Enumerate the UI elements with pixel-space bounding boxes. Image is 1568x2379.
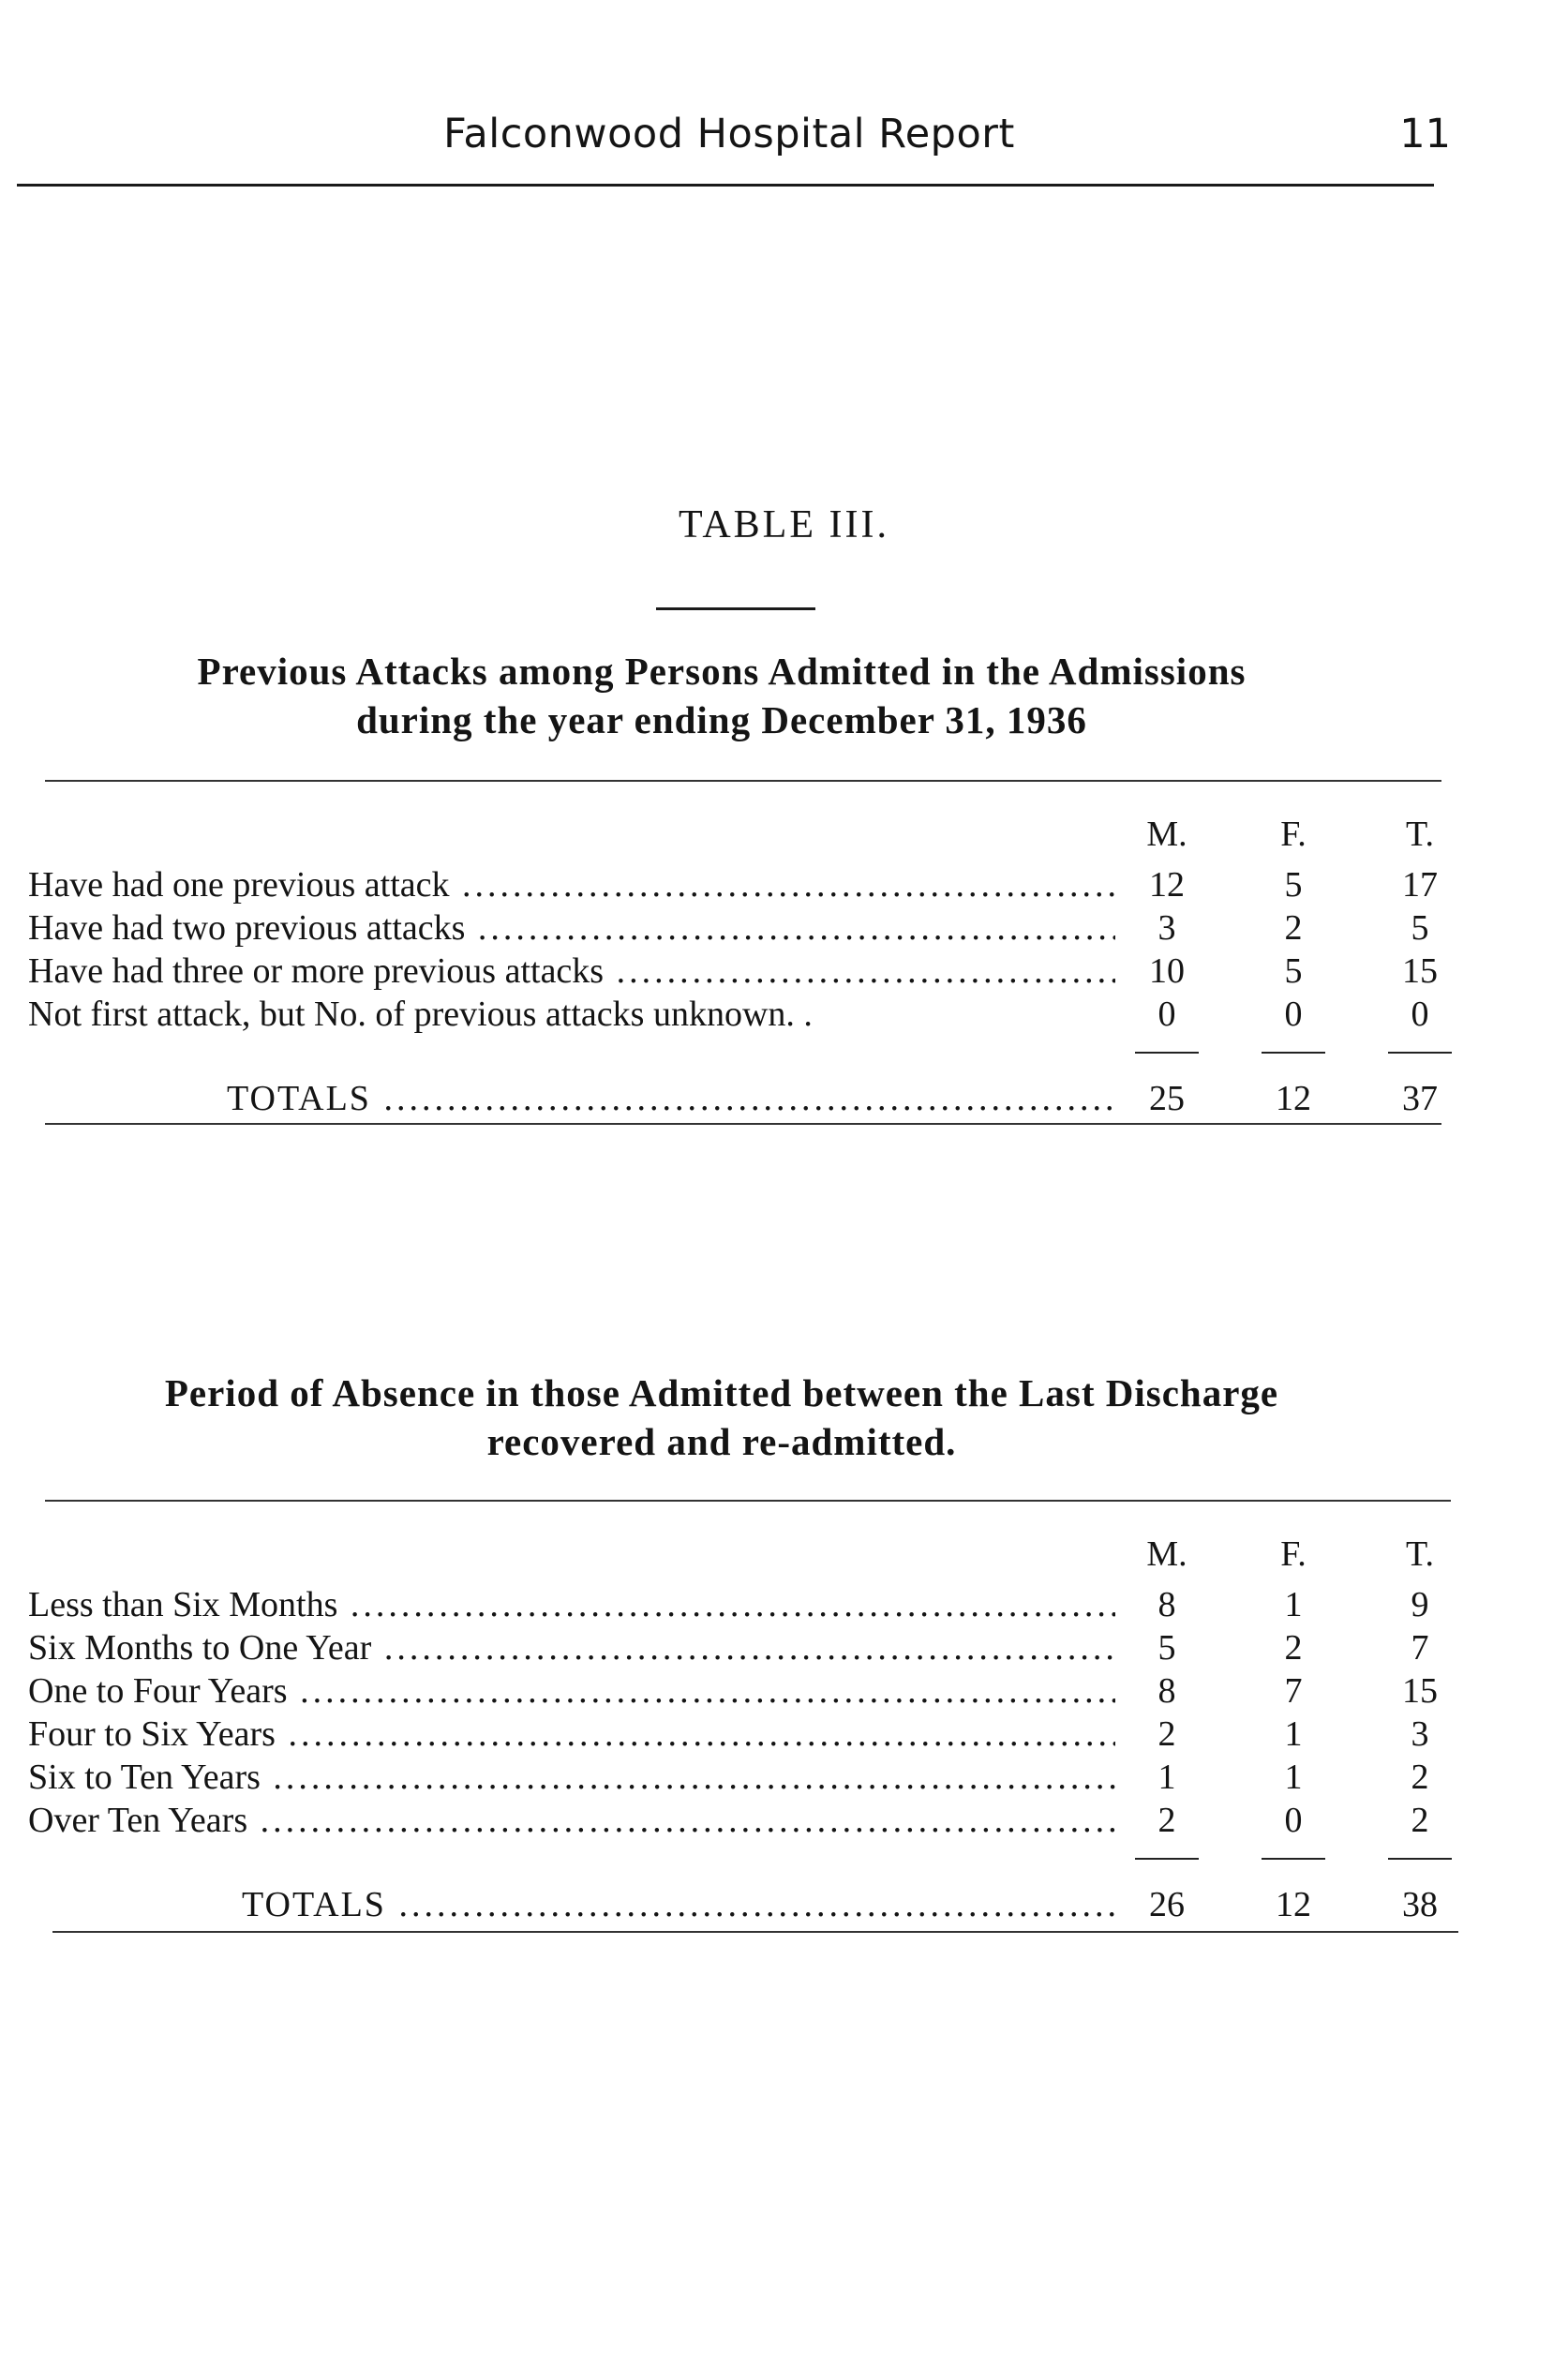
table1-bottom-rule — [45, 1123, 1441, 1125]
cell-m: 8 — [1157, 1585, 1176, 1624]
table2-header-row — [28, 1534, 1462, 1584]
cell-f: 7 — [1284, 1671, 1303, 1711]
row-label: Four to Six Years ..... — [28, 1713, 1115, 1755]
table2-top-rule — [45, 1500, 1451, 1502]
table2-caption-line1: Period of Absence in those Admitted between the Last Discharge — [164, 1371, 1279, 1414]
table1-totals-row — [28, 1078, 1443, 1121]
table-row — [28, 1757, 1462, 1800]
table1-col-m: M. — [1146, 815, 1187, 854]
row-label: Not first attack, but No. of previous attacks unknown. . — [28, 995, 813, 1034]
table-row — [28, 1670, 1462, 1713]
total-f: 12 — [1276, 1885, 1311, 1924]
cell-f: 5 — [1284, 951, 1303, 991]
table1-caption-line2: during the year ending December 31, 1936 — [356, 698, 1087, 741]
total-f: 12 — [1276, 1079, 1311, 1118]
table1-col-f: F. — [1280, 815, 1307, 854]
table-row — [28, 1627, 1462, 1670]
table-row — [28, 994, 1443, 1037]
table2-col-t: T. — [1406, 1534, 1434, 1574]
cell-f: 1 — [1284, 1758, 1303, 1797]
total-m: 26 — [1149, 1885, 1185, 1924]
row-label: Less than Six Months ..... — [28, 1584, 1115, 1625]
cell-f: 1 — [1284, 1714, 1303, 1754]
sum-rule — [1388, 1858, 1452, 1860]
cell-t: 17 — [1402, 865, 1438, 905]
cell-t: 2 — [1411, 1758, 1429, 1797]
cell-f: 2 — [1284, 1628, 1303, 1668]
sum-rule — [1135, 1858, 1199, 1860]
cell-t: 5 — [1411, 908, 1429, 948]
table2 — [28, 1534, 1462, 1927]
cell-m: 12 — [1149, 865, 1185, 905]
row-label: Six Months to One Year ..... — [28, 1627, 1115, 1668]
sum-rule — [1262, 1052, 1325, 1054]
cell-f: 1 — [1284, 1585, 1303, 1624]
table2-caption — [94, 1369, 1350, 1466]
table-row — [28, 950, 1443, 994]
table2-col-f: F. — [1280, 1534, 1307, 1574]
cell-t: 9 — [1411, 1585, 1429, 1624]
table1-col-t: T. — [1406, 815, 1434, 854]
cell-m: 10 — [1149, 951, 1185, 991]
row-label: Have had one previous attack ..... — [28, 864, 1115, 905]
table1-caption-line1: Previous Attacks among Persons Admitted in the Admissions — [197, 650, 1247, 693]
row-label: Have had two previous attacks ..... — [28, 907, 1115, 949]
table-row — [28, 907, 1443, 950]
total-t: 37 — [1402, 1079, 1438, 1118]
cell-m: 2 — [1157, 1714, 1176, 1754]
cell-t: 7 — [1411, 1628, 1429, 1668]
row-label: Over Ten Years ..... — [28, 1800, 1115, 1841]
table1-top-rule — [45, 780, 1441, 782]
cell-t: 2 — [1411, 1801, 1429, 1840]
cell-m: 0 — [1157, 995, 1176, 1034]
row-label: Have had three or more previous attacks ..... — [28, 950, 1115, 992]
page-number: 11 — [1399, 111, 1451, 157]
cell-t: 15 — [1402, 951, 1438, 991]
table-row — [28, 864, 1443, 907]
total-m: 25 — [1149, 1079, 1185, 1118]
sum-rule — [1135, 1052, 1199, 1054]
header-rule — [17, 184, 1434, 187]
table2-sum-rules — [28, 1843, 1462, 1884]
cell-f: 0 — [1284, 1801, 1303, 1840]
table1-caption — [94, 647, 1350, 744]
table-row — [28, 1800, 1462, 1843]
row-label: One to Four Years ..... — [28, 1670, 1115, 1712]
table1-sum-rules — [28, 1037, 1443, 1078]
table2-col-m: M. — [1146, 1534, 1187, 1574]
cell-f: 5 — [1284, 865, 1303, 905]
cell-f: 2 — [1284, 908, 1303, 948]
cell-m: 5 — [1157, 1628, 1176, 1668]
table2-caption-line2: recovered and re-admitted. — [486, 1420, 957, 1463]
sum-rule — [1262, 1858, 1325, 1860]
total-t: 38 — [1402, 1885, 1438, 1924]
cell-t: 0 — [1411, 995, 1429, 1034]
table2-bottom-rule — [52, 1931, 1458, 1933]
cell-f: 0 — [1284, 995, 1303, 1034]
table2-totals-row — [28, 1884, 1462, 1927]
table1-header-row — [28, 814, 1443, 864]
table-number: TABLE III. — [679, 503, 889, 546]
table1 — [28, 814, 1443, 1121]
table-row — [28, 1584, 1462, 1627]
table-row — [28, 1713, 1462, 1757]
totals-label: TOTALS ..... — [242, 1884, 1117, 1925]
sum-rule — [1388, 1052, 1452, 1054]
title-divider — [656, 607, 815, 610]
cell-m: 1 — [1157, 1758, 1176, 1797]
row-label: Six to Ten Years ..... — [28, 1757, 1115, 1798]
running-header — [17, 111, 1451, 195]
header-title: Falconwood Hospital Report — [443, 111, 1015, 157]
totals-label: TOTALS ..... — [227, 1078, 1117, 1119]
cell-m: 3 — [1157, 908, 1176, 948]
cell-m: 2 — [1157, 1801, 1176, 1840]
cell-t: 3 — [1411, 1714, 1429, 1754]
cell-t: 15 — [1402, 1671, 1438, 1711]
cell-m: 8 — [1157, 1671, 1176, 1711]
